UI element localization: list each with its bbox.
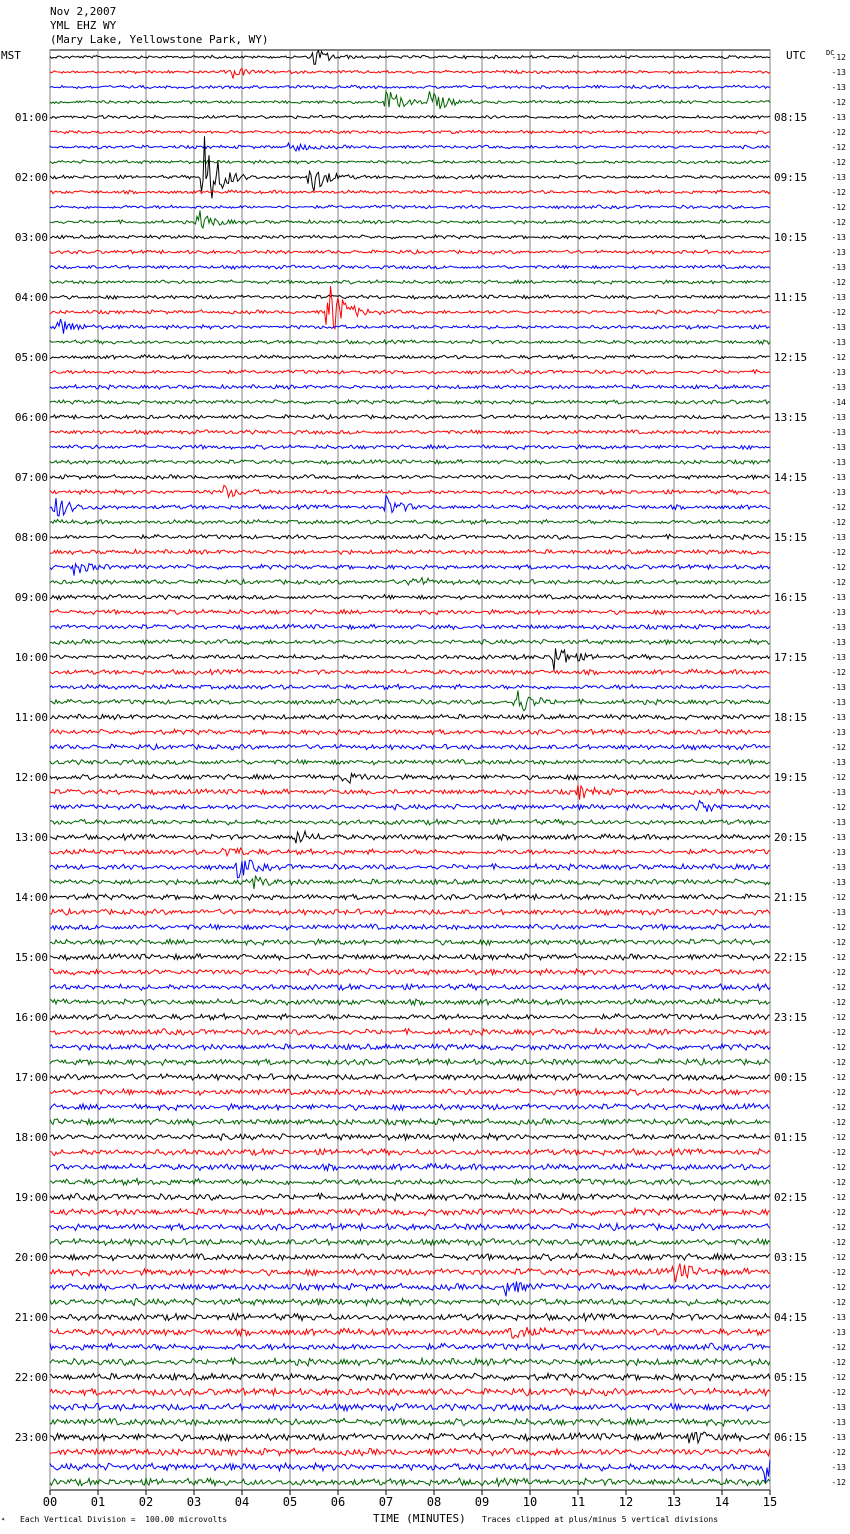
left-hour-label: 19:00 <box>14 1191 48 1204</box>
right-hour-label: 01:15 <box>774 1131 808 1144</box>
x-tick-label-15: 15 <box>762 1495 778 1509</box>
dc-offset-label: -12 <box>831 743 846 752</box>
right-hour-label: 23:15 <box>774 1011 808 1024</box>
dc-offset-label: -12 <box>831 1193 846 1202</box>
dc-offset-label: -12 <box>831 1298 846 1307</box>
left-hour-label: 17:00 <box>14 1071 48 1084</box>
dc-offset-label: -12 <box>831 1133 846 1142</box>
dc-offset-label: -12 <box>831 803 846 812</box>
dc-offset-label: -13 <box>831 113 846 122</box>
dc-offset-label: -13 <box>831 488 846 497</box>
left-hour-label: 06:00 <box>14 411 48 424</box>
trace-row-21 <box>50 370 770 374</box>
trace-row-61 <box>50 969 770 975</box>
x-tick-label-11: 11 <box>570 1495 586 1509</box>
right-hour-label: 22:15 <box>774 951 808 964</box>
dc-offset-label: -12 <box>831 1478 846 1487</box>
x-tick-label-01: 01 <box>90 1495 106 1509</box>
dc-offset-label: -13 <box>831 638 846 647</box>
dc-offset-label: -12 <box>831 893 846 902</box>
right-hour-label: 21:15 <box>774 891 808 904</box>
station-code: YML EHZ WY <box>50 19 117 32</box>
trace-row-52 <box>50 831 770 843</box>
dc-offset-label: -13 <box>831 458 846 467</box>
x-axis-title: TIME (MINUTES) <box>373 1512 466 1525</box>
dc-offset-label: -12 <box>831 1448 846 1457</box>
dc-offset-label: -13 <box>831 68 846 77</box>
dc-offset-label: -12 <box>831 1163 846 1172</box>
dc-offset-label: -12 <box>831 1238 846 1247</box>
trace-row-55 <box>50 876 770 889</box>
trace-row-20 <box>50 355 770 359</box>
dc-offset-label: -13 <box>831 1433 846 1442</box>
trace-row-54 <box>50 860 770 878</box>
trace-row-0 <box>50 51 770 65</box>
trace-row-41 <box>50 669 770 675</box>
trace-row-33 <box>50 550 770 555</box>
dc-offset-label: -13 <box>831 878 846 887</box>
trace-row-83 <box>50 1298 770 1305</box>
dc-offset-label: -13 <box>831 728 846 737</box>
dc-offset-label: -12 <box>831 1178 846 1187</box>
left-hour-label: 05:00 <box>14 351 48 364</box>
dc-offset-label: -12 <box>831 578 846 587</box>
left-hour-label: 20:00 <box>14 1251 48 1264</box>
trace-row-53 <box>50 848 770 856</box>
trace-row-79 <box>50 1239 770 1246</box>
dc-offset-label: -12 <box>831 1358 846 1367</box>
dc-offset-label: -12 <box>831 53 846 62</box>
right-hour-label: 00:15 <box>774 1071 808 1084</box>
dc-offset-label: -12 <box>831 1343 846 1352</box>
dc-offset-label: -13 <box>831 608 846 617</box>
left-hour-label: 09:00 <box>14 591 48 604</box>
right-hour-label: 02:15 <box>774 1191 808 1204</box>
dc-offset-label: -12 <box>831 1058 846 1067</box>
trace-row-28 <box>50 475 770 480</box>
trace-row-4 <box>50 115 770 119</box>
dc-offset-label: -13 <box>831 593 846 602</box>
dc-offset-label: -12 <box>831 563 846 572</box>
trace-row-75 <box>50 1179 770 1186</box>
dc-offset-label: -12 <box>831 188 846 197</box>
left-hour-label: 14:00 <box>14 891 48 904</box>
left-hour-label: 04:00 <box>14 291 48 304</box>
right-hour-label: 13:15 <box>774 411 808 424</box>
dc-offset-label: -12 <box>831 953 846 962</box>
trace-row-93 <box>50 1448 770 1456</box>
right-hour-label: 12:15 <box>774 351 808 364</box>
dc-offset-label: -13 <box>831 293 846 302</box>
trace-row-42 <box>50 684 770 689</box>
trace-row-27 <box>50 460 770 465</box>
trace-row-8 <box>50 136 770 198</box>
trace-row-85 <box>50 1327 770 1338</box>
dc-offset-label: -12 <box>831 128 846 137</box>
right-hour-label: 20:15 <box>774 831 808 844</box>
right-hour-label: 16:15 <box>774 591 808 604</box>
clip-note: Traces clipped at plus/minus 5 vertical divisions <box>482 1515 719 1524</box>
x-tick-label-04: 04 <box>234 1495 250 1509</box>
left-hour-label: 22:00 <box>14 1371 48 1384</box>
trace-row-65 <box>50 1029 770 1036</box>
dc-offset-label: -12 <box>831 143 846 152</box>
trace-row-58 <box>50 924 770 930</box>
station-date: Nov 2,2007 <box>50 5 117 18</box>
dc-offset-label: -12 <box>831 923 846 932</box>
dc-offset-label: -12 <box>831 1253 846 1262</box>
trace-row-5 <box>50 130 770 134</box>
dc-offset-label: -13 <box>831 833 846 842</box>
dc-offset-label: -12 <box>831 1013 846 1022</box>
trace-row-23 <box>50 400 770 404</box>
trace-row-72 <box>50 1134 770 1141</box>
trace-row-46 <box>50 744 770 750</box>
dc-offset-label: -13 <box>831 1328 846 1337</box>
trace-row-70 <box>50 1104 770 1111</box>
dc-offset-label: -13 <box>831 1463 846 1472</box>
dc-offset-label: -13 <box>831 263 846 272</box>
trace-row-74 <box>50 1164 770 1171</box>
trace-row-36 <box>50 595 770 600</box>
trace-row-43 <box>50 690 770 710</box>
trace-row-68 <box>50 1074 770 1080</box>
trace-row-59 <box>50 939 770 945</box>
dc-offset-label: -13 <box>831 383 846 392</box>
x-tick-label-09: 09 <box>474 1495 490 1509</box>
left-hour-label: 01:00 <box>14 111 48 124</box>
dc-offset-label: -12 <box>831 1028 846 1037</box>
right-timezone-label: UTC <box>786 49 806 62</box>
dc-offset-label: -12 <box>831 158 846 167</box>
trace-row-40 <box>50 648 770 670</box>
dc-offset-label: -14 <box>831 398 846 407</box>
trace-row-88 <box>50 1373 770 1380</box>
trace-row-39 <box>50 639 770 644</box>
dc-offset-label: -12 <box>831 1043 846 1052</box>
dc-offset-label: -13 <box>831 1418 846 1427</box>
trace-row-66 <box>50 1044 770 1050</box>
trace-row-22 <box>50 385 770 390</box>
trace-row-19 <box>50 340 770 344</box>
trace-row-35 <box>50 578 770 585</box>
dc-offset-label: -12 <box>831 998 846 1007</box>
right-hour-label: 11:15 <box>774 291 808 304</box>
x-tick-label-06: 06 <box>330 1495 346 1509</box>
trace-row-11 <box>50 211 770 229</box>
right-hour-label: 15:15 <box>774 531 808 544</box>
dc-offset-label: -12 <box>831 1283 846 1292</box>
trace-row-12 <box>50 235 770 239</box>
trace-row-64 <box>50 1014 770 1020</box>
trace-row-50 <box>50 801 770 812</box>
left-hour-label: 16:00 <box>14 1011 48 1024</box>
trace-row-89 <box>50 1388 770 1396</box>
trace-row-30 <box>50 495 770 516</box>
x-tick-label-12: 12 <box>618 1495 634 1509</box>
trace-row-17 <box>50 286 770 328</box>
x-tick-label-13: 13 <box>666 1495 682 1509</box>
trace-row-95 <box>50 1478 770 1486</box>
dc-label: DC <box>826 49 835 57</box>
dc-offset-label: -12 <box>831 203 846 212</box>
dc-offset-label: -13 <box>831 1313 846 1322</box>
trace-row-32 <box>50 534 770 539</box>
trace-row-71 <box>50 1119 770 1126</box>
dc-offset-label: -12 <box>831 1088 846 1097</box>
trace-row-69 <box>50 1089 770 1096</box>
trace-row-45 <box>50 729 770 734</box>
trace-row-13 <box>50 250 770 254</box>
dc-offset-label: -13 <box>831 863 846 872</box>
dc-offset-label: -12 <box>831 1148 846 1157</box>
left-hour-label: 12:00 <box>14 771 48 784</box>
left-hour-label: 10:00 <box>14 651 48 664</box>
dc-offset-label: -12 <box>831 98 846 107</box>
corner-mark: ✴ <box>1 1515 6 1523</box>
trace-row-2 <box>50 85 770 89</box>
right-hour-label: 19:15 <box>774 771 808 784</box>
trace-row-7 <box>50 160 770 164</box>
dc-offset-label: -13 <box>831 248 846 257</box>
dc-offset-label: -13 <box>831 323 846 332</box>
left-timezone-label: MST <box>1 49 21 62</box>
dc-offset-label: -12 <box>831 1208 846 1217</box>
trace-row-29 <box>50 485 770 497</box>
dc-offset-label: -13 <box>831 623 846 632</box>
dc-offset-label: -12 <box>831 1373 846 1382</box>
dc-offset-label: -12 <box>831 773 846 782</box>
dc-offset-label: -13 <box>831 713 846 722</box>
left-hour-label: 03:00 <box>14 231 48 244</box>
x-tick-label-14: 14 <box>714 1495 730 1509</box>
dc-offset-label: -12 <box>831 938 846 947</box>
trace-row-31 <box>50 520 770 525</box>
trace-row-62 <box>50 984 770 990</box>
right-hour-label: 05:15 <box>774 1371 808 1384</box>
dc-offset-label: -12 <box>831 668 846 677</box>
trace-row-81 <box>50 1264 770 1283</box>
dc-offset-label: -13 <box>831 848 846 857</box>
trace-row-80 <box>50 1254 770 1261</box>
right-hour-label: 08:15 <box>774 111 808 124</box>
trace-row-15 <box>50 280 770 284</box>
right-hour-label: 18:15 <box>774 711 808 724</box>
trace-row-14 <box>50 265 770 269</box>
trace-row-10 <box>50 205 770 209</box>
dc-offset-label: -12 <box>831 548 846 557</box>
trace-row-1 <box>50 68 770 78</box>
dc-offset-label: -13 <box>831 683 846 692</box>
dc-offset-label: -12 <box>831 1073 846 1082</box>
dc-offset-label: -13 <box>831 1403 846 1412</box>
dc-offset-label: -13 <box>831 758 846 767</box>
trace-row-49 <box>50 785 770 800</box>
right-hour-label: 10:15 <box>774 231 808 244</box>
trace-row-86 <box>50 1343 770 1350</box>
x-tick-label-07: 07 <box>378 1495 394 1509</box>
dc-offset-label: -12 <box>831 278 846 287</box>
dc-offset-label: -12 <box>831 218 846 227</box>
dc-offset-label: -12 <box>831 1223 846 1232</box>
left-hour-label: 08:00 <box>14 531 48 544</box>
trace-row-90 <box>50 1403 770 1410</box>
trace-row-25 <box>50 430 770 434</box>
trace-row-87 <box>50 1358 770 1366</box>
trace-row-91 <box>50 1418 770 1426</box>
right-hour-label: 09:15 <box>774 171 808 184</box>
x-tick-label-10: 10 <box>522 1495 538 1509</box>
station-location: (Mary Lake, Yellowstone Park, WY) <box>50 33 269 46</box>
dc-offset-label: -13 <box>831 413 846 422</box>
trace-row-57 <box>50 909 770 915</box>
left-hour-label: 07:00 <box>14 471 48 484</box>
dc-offset-label: -12 <box>831 1268 846 1277</box>
trace-row-47 <box>50 759 770 765</box>
trace-row-73 <box>50 1149 770 1156</box>
dc-offset-label: -12 <box>831 983 846 992</box>
dc-offset-label: -13 <box>831 368 846 377</box>
x-tick-label-03: 03 <box>186 1495 202 1509</box>
left-hour-label: 13:00 <box>14 831 48 844</box>
x-tick-label-05: 05 <box>282 1495 298 1509</box>
x-tick-label-02: 02 <box>138 1495 154 1509</box>
trace-row-76 <box>50 1193 770 1200</box>
dc-offset-label: -13 <box>831 428 846 437</box>
left-hour-label: 02:00 <box>14 171 48 184</box>
dc-offset-label: -13 <box>831 233 846 242</box>
dc-offset-label: -12 <box>831 1388 846 1397</box>
trace-row-37 <box>50 610 770 615</box>
dc-offset-label: -13 <box>831 818 846 827</box>
right-hour-label: 06:15 <box>774 1431 808 1444</box>
trace-row-3 <box>50 91 770 109</box>
dc-offset-label: -13 <box>831 473 846 482</box>
x-tick-label-00: 00 <box>42 1495 58 1509</box>
dc-offset-label: -12 <box>831 503 846 512</box>
left-hour-label: 11:00 <box>14 711 48 724</box>
dc-offset-label: -12 <box>831 968 846 977</box>
trace-row-92 <box>50 1432 770 1443</box>
right-hour-label: 03:15 <box>774 1251 808 1264</box>
dc-offset-label: -13 <box>831 908 846 917</box>
trace-row-67 <box>50 1059 770 1066</box>
scale-note: Each Vertical Division = 100.00 microvolts <box>20 1515 228 1524</box>
right-hour-label: 17:15 <box>774 651 808 664</box>
trace-row-34 <box>50 564 770 576</box>
trace-row-51 <box>50 819 770 825</box>
dc-offset-label: -13 <box>831 443 846 452</box>
trace-row-44 <box>50 714 770 719</box>
dc-offset-label: -13 <box>831 653 846 662</box>
trace-row-84 <box>50 1314 770 1321</box>
dc-offset-label: -12 <box>831 1103 846 1112</box>
dc-offset-label: -12 <box>831 308 846 317</box>
trace-row-9 <box>50 190 770 194</box>
trace-row-78 <box>50 1224 770 1231</box>
x-tick-label-08: 08 <box>426 1495 442 1509</box>
dc-offset-label: -12 <box>831 1118 846 1127</box>
dc-offset-label: -13 <box>831 83 846 92</box>
dc-offset-label: -12 <box>831 518 846 527</box>
trace-row-6 <box>50 143 770 151</box>
trace-row-38 <box>50 624 770 629</box>
trace-row-56 <box>50 894 770 900</box>
trace-row-48 <box>50 774 770 784</box>
trace-row-16 <box>50 295 770 299</box>
left-hour-label: 21:00 <box>14 1311 48 1324</box>
dc-offset-label: -13 <box>831 173 846 182</box>
dc-offset-label: -12 <box>831 353 846 362</box>
trace-row-24 <box>50 415 770 420</box>
trace-row-26 <box>50 445 770 450</box>
left-hour-label: 23:00 <box>14 1431 48 1444</box>
trace-row-82 <box>50 1281 770 1296</box>
dc-offset-label: -13 <box>831 338 846 347</box>
right-hour-label: 04:15 <box>774 1311 808 1324</box>
trace-row-60 <box>50 954 770 960</box>
trace-row-18 <box>50 319 770 334</box>
dc-offset-label: -13 <box>831 698 846 707</box>
right-hour-label: 14:15 <box>774 471 808 484</box>
trace-row-63 <box>50 999 770 1005</box>
dc-offset-label: -13 <box>831 788 846 797</box>
left-hour-label: 18:00 <box>14 1131 48 1144</box>
left-hour-label: 15:00 <box>14 951 48 964</box>
dc-offset-label: -13 <box>831 533 846 542</box>
trace-row-77 <box>50 1209 770 1216</box>
